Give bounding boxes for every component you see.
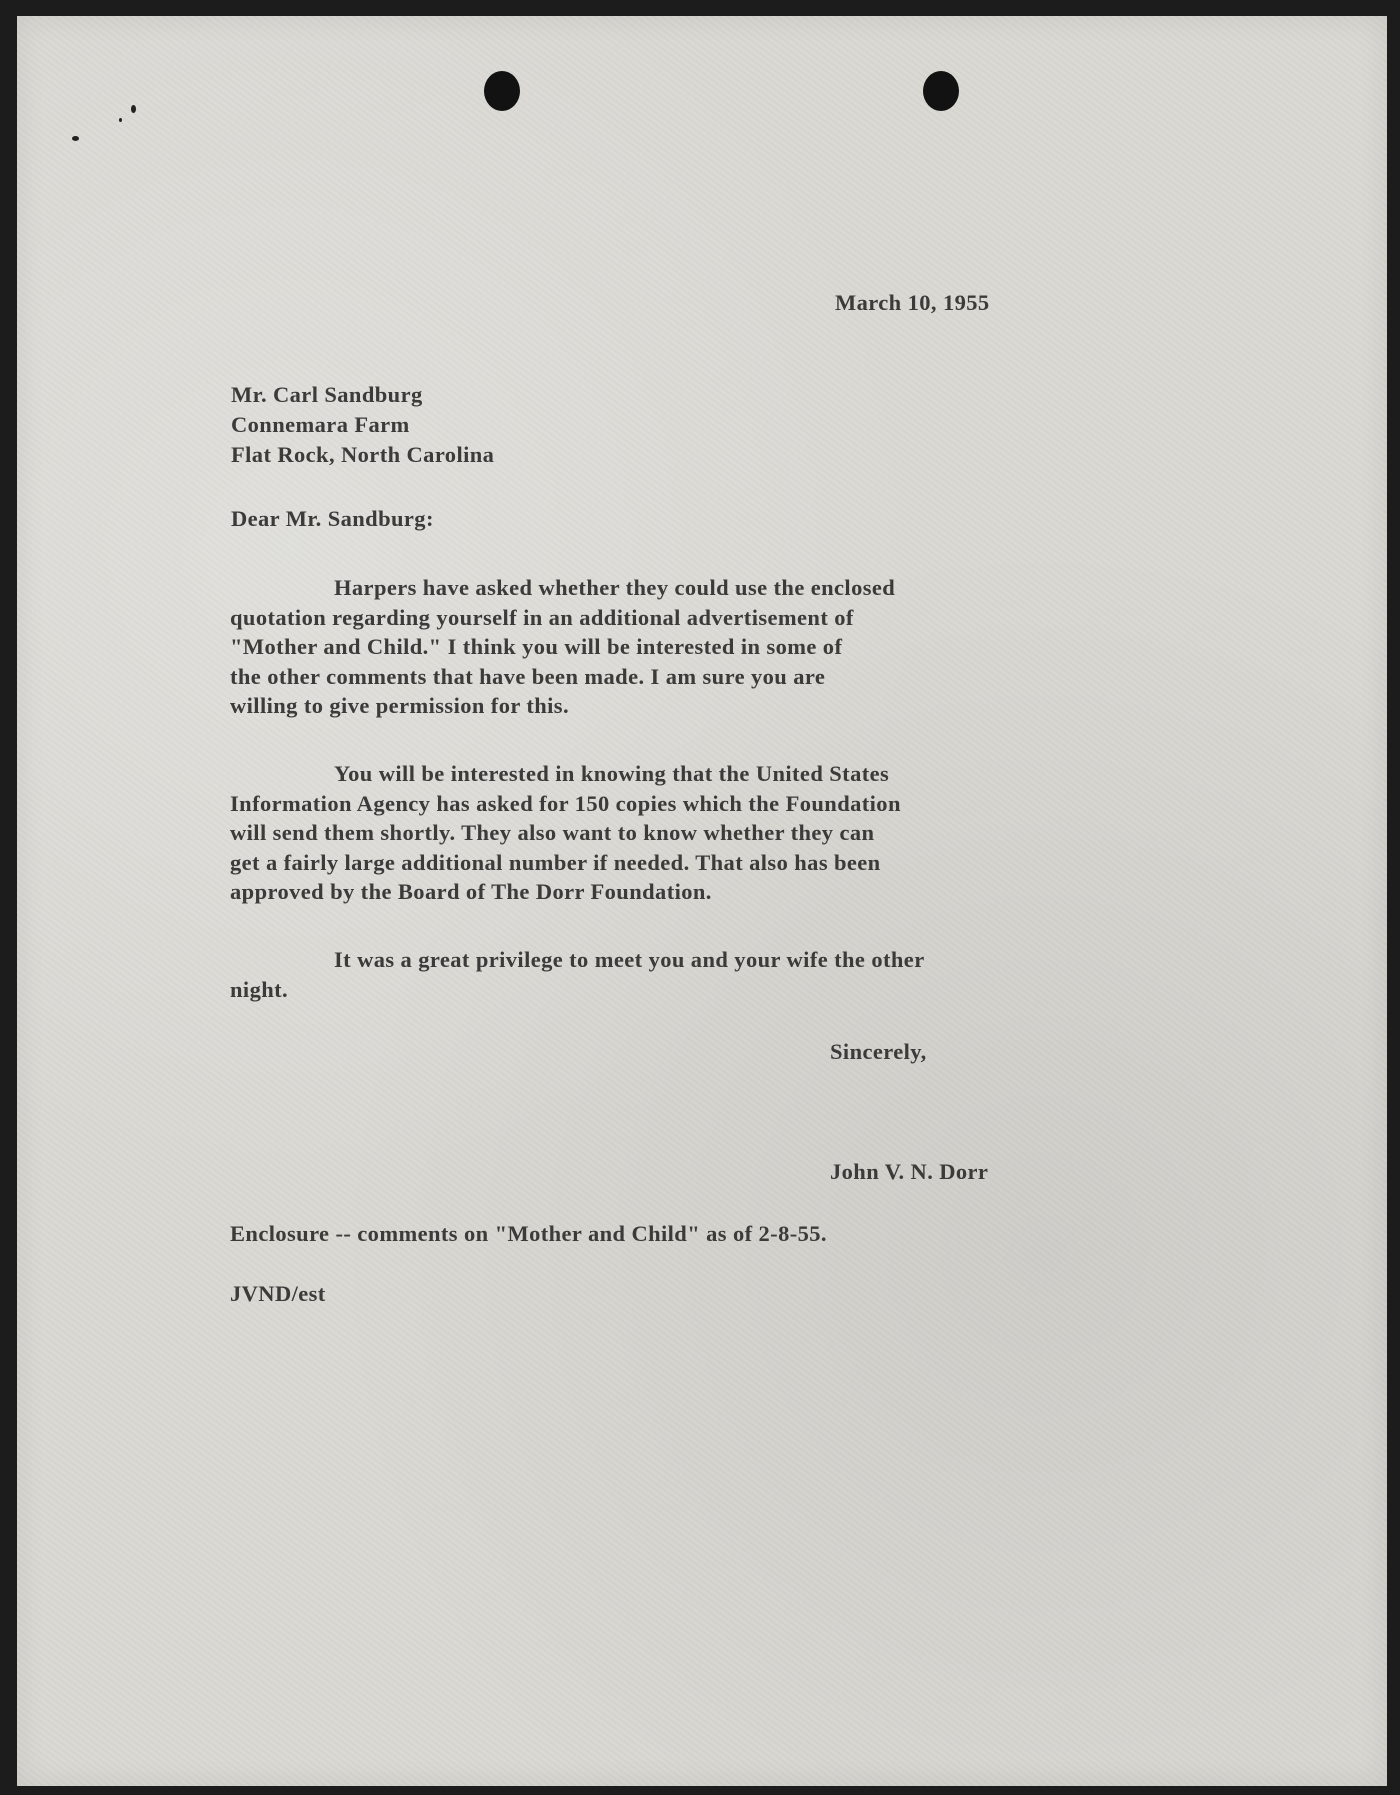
body-paragraph <box>230 945 1150 1004</box>
recipient-address-line: Flat Rock, North Carolina <box>231 442 495 467</box>
paragraph-line: You will be interested in knowing that the United States <box>334 761 890 786</box>
paper-speck <box>119 118 122 122</box>
body-paragraph <box>230 759 1150 907</box>
paragraph-line: Information Agency has asked for 150 copies which the Foundation <box>230 790 901 816</box>
paper-speck <box>72 136 79 141</box>
recipient-name: Mr. Carl Sandburg <box>231 382 423 407</box>
punch-hole <box>484 71 520 111</box>
paragraph-line: It was a great privilege to meet you and your wife the other <box>334 947 925 972</box>
salutation: Dear Mr. Sandburg: <box>231 506 434 531</box>
paragraph-line: get a fairly large additional number if needed. That also has been <box>230 849 881 875</box>
paragraph-line: Harpers have asked whether they could use the enclosed <box>334 575 896 600</box>
letter-date: March 10, 1955 <box>835 290 990 315</box>
recipient-address-line: Connemara Farm <box>231 412 410 437</box>
closing: Sincerely, <box>830 1039 927 1064</box>
body-paragraph <box>230 573 1150 721</box>
enclosure-note: Enclosure -- comments on "Mother and Child" as of 2-8-55. <box>230 1221 827 1246</box>
signer-name: John V. N. Dorr <box>830 1159 989 1184</box>
paragraph-line: will send them shortly. They also want to know whether they can <box>230 820 875 846</box>
paragraph-line: "Mother and Child." I think you will be interested in some of <box>230 634 843 660</box>
paragraph-line: quotation regarding yourself in an additional advertisement of <box>230 604 854 630</box>
reference-initials: JVND/est <box>230 1281 326 1306</box>
letter-page <box>17 16 1387 1786</box>
paper-speck <box>131 105 136 113</box>
paragraph-line: approved by the Board of The Dorr Foundation. <box>230 879 712 905</box>
paragraph-line: night. <box>230 976 289 1002</box>
paragraph-line: the other comments that have been made. I am sure you are <box>230 663 826 689</box>
paragraph-line: willing to give permission for this. <box>230 693 569 719</box>
punch-hole <box>923 71 959 111</box>
